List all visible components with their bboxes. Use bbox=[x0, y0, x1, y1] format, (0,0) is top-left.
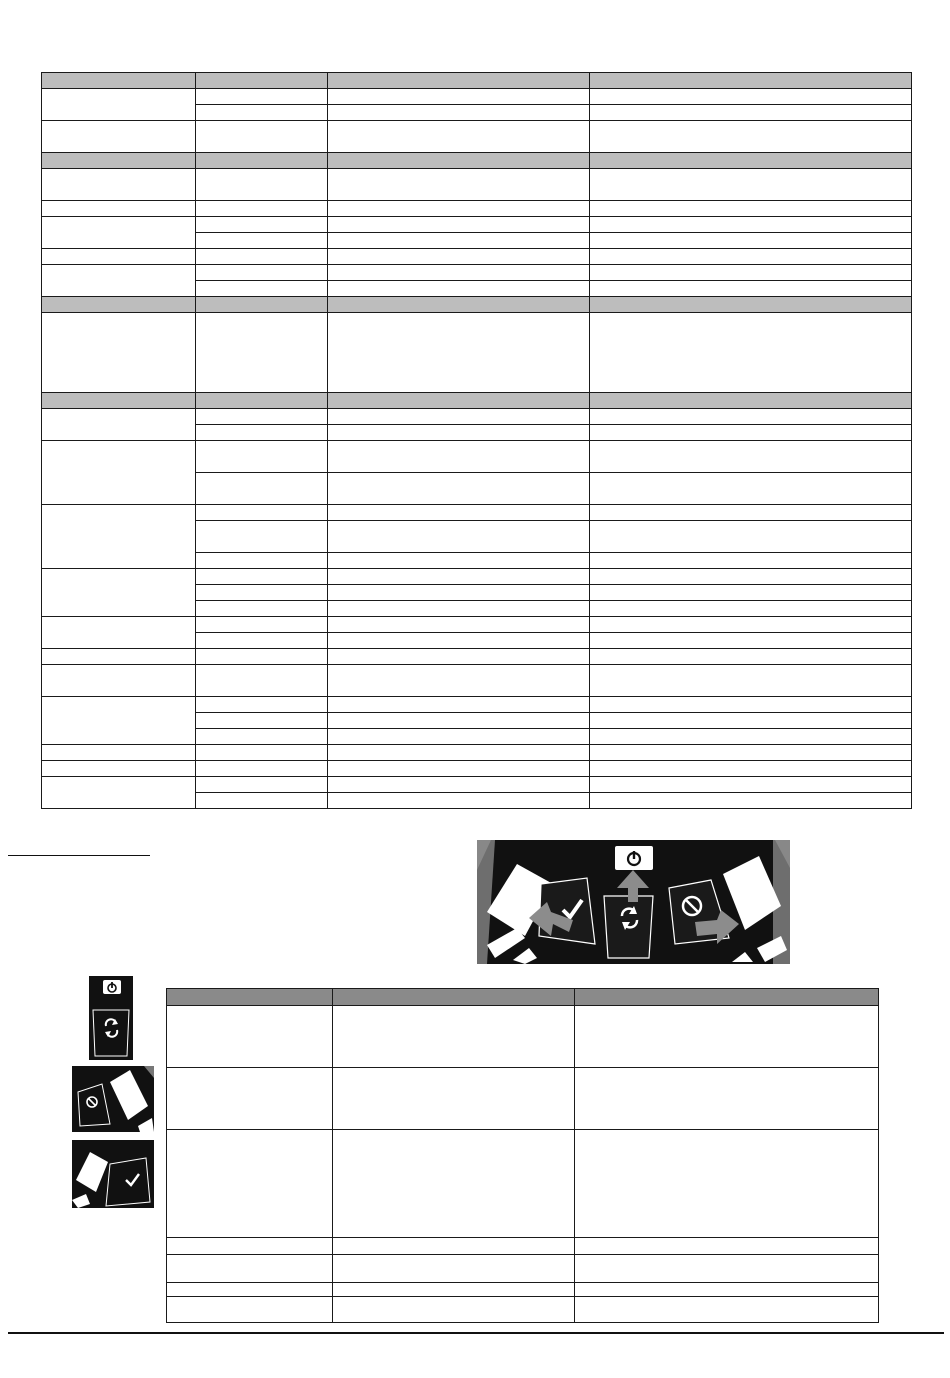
table-row bbox=[42, 745, 912, 761]
table-row bbox=[42, 217, 912, 233]
section-header-row bbox=[42, 393, 912, 409]
table-row bbox=[42, 265, 912, 281]
table-row bbox=[42, 617, 912, 633]
legend-row bbox=[167, 1238, 879, 1255]
reset-key bbox=[604, 896, 653, 958]
specification-table bbox=[41, 72, 912, 809]
section-header-row bbox=[42, 153, 912, 169]
section-header-row bbox=[42, 297, 912, 313]
legend-header-row bbox=[167, 989, 879, 1006]
table-row bbox=[42, 505, 912, 521]
confirm-key-thumbnail bbox=[72, 1140, 154, 1208]
reset-key-thumbnail bbox=[89, 976, 133, 1060]
table-row bbox=[42, 313, 912, 393]
table-row bbox=[42, 777, 912, 793]
table-row bbox=[42, 649, 912, 665]
power-key bbox=[615, 846, 653, 870]
table-row bbox=[42, 89, 912, 105]
table-row bbox=[42, 249, 912, 265]
legend-row bbox=[167, 1006, 879, 1068]
footer-divider bbox=[8, 1332, 944, 1334]
table-row bbox=[42, 697, 912, 713]
table-row bbox=[42, 761, 912, 777]
table-row bbox=[42, 409, 912, 425]
table-row bbox=[42, 441, 912, 473]
table-row bbox=[42, 201, 912, 217]
table-row bbox=[42, 569, 912, 585]
table-row bbox=[42, 121, 912, 153]
section-heading-underline bbox=[8, 855, 150, 856]
legend-row bbox=[167, 1255, 879, 1283]
cancel-key-thumbnail bbox=[72, 1066, 154, 1132]
table-row bbox=[42, 169, 912, 201]
legend-row bbox=[167, 1130, 879, 1238]
legend-row bbox=[167, 1283, 879, 1297]
legend-row bbox=[167, 1297, 879, 1323]
key-legend-table bbox=[166, 988, 879, 1323]
section-header-row bbox=[42, 73, 912, 89]
table-row bbox=[42, 665, 912, 697]
keypad-illustration bbox=[477, 840, 790, 964]
legend-row bbox=[167, 1068, 879, 1130]
